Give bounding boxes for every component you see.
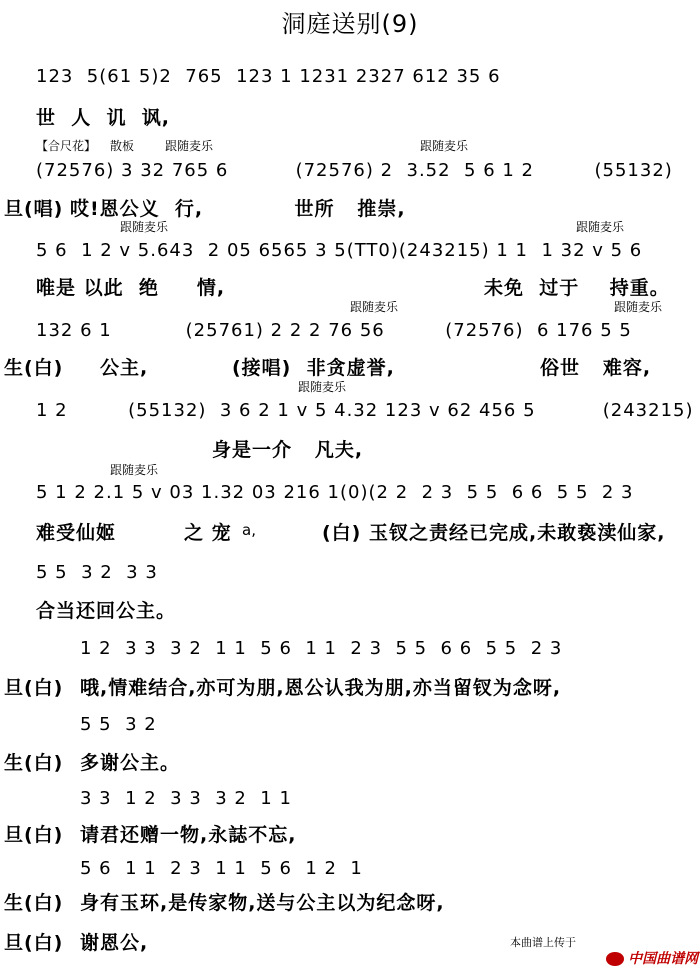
instruction-label: 跟随麦乐: [614, 300, 663, 314]
lyric-row-3: 唯是 以此 绝 情, 未免 过于 持重。: [36, 277, 670, 299]
site-logo-icon: [606, 952, 624, 966]
role-label: 生(白): [4, 752, 64, 774]
lyric-row-6a: 难受仙姬: [36, 522, 117, 544]
notation-row-7: 5 5 3 2 3 3: [36, 562, 158, 583]
notation-row-5: 1 2 (55132) 3 6 2 1 v 5 4.32 123 v 62 456 5 (243215): [36, 400, 694, 421]
notation-row-6: 5 1 2 2.1 5 v 03 1.32 03 216 1(0)(2 2 2 3 5 5 6 6 5 5 2 3: [36, 482, 634, 503]
lyric-row-4a: 公主,: [100, 357, 149, 379]
tempo-label: 散板: [110, 139, 135, 153]
notation-row-2: (72576) 3 32 765 6 (72576) 2 3.52 5 6 1 2 (55132): [36, 160, 673, 181]
role-label: 生(白): [4, 892, 64, 914]
notation-row-10: 3 3 1 2 3 3 3 2 1 1: [80, 788, 292, 809]
lyric-row-1: 世 人 讥 讽,: [36, 107, 170, 129]
lyric-row-4c: 俗世 难容,: [540, 357, 652, 379]
lyric-row-6c: a,: [242, 521, 256, 539]
lyric-row-7: 合当还回公主。: [36, 600, 177, 622]
lyric-row-2: 哎!恩公义 行, 世所 推崇,: [70, 198, 406, 220]
role-label: 旦(白): [4, 824, 64, 846]
notation-row-11: 5 6 1 1 2 3 1 1 5 6 1 2 1: [80, 858, 363, 879]
lyric-row-8: 哦,情难结合,亦可为朋,恩公认我为朋,亦当留钗为念呀,: [80, 677, 562, 699]
notation-row-9: 5 5 3 2: [80, 714, 157, 735]
role-label: 生(白): [4, 357, 64, 379]
qupai-label: 【合尺花】: [36, 139, 97, 153]
lyric-row-6d: (白) 玉钗之责经已完成,未敢亵渎仙家,: [322, 522, 666, 544]
notation-row-4: 132 6 1 (25761) 2 2 2 76 56 (72576) 6 176 5 5: [36, 320, 632, 341]
role-label: 旦(唱): [4, 198, 64, 220]
site-name: 中国曲谱网: [628, 951, 699, 967]
instruction-label: 跟随麦乐: [165, 139, 214, 153]
instruction-label: 跟随麦乐: [576, 220, 625, 234]
lyric-row-5: 身是一介 凡夫,: [212, 439, 364, 461]
role-label: 旦(白): [4, 677, 64, 699]
lyric-row-10: 请君还赠一物,永誌不忘,: [80, 824, 297, 846]
site-logo: [596, 929, 698, 968]
instruction-label: 跟随麦乐: [110, 463, 159, 477]
lyric-row-9: 多谢公主。: [80, 752, 181, 774]
page-title: 洞庭送别(9): [281, 10, 419, 38]
instruction-label: 跟随麦乐: [420, 139, 469, 153]
notation-row-1: 123 5(61 5)2 765 123 1 1231 2327 612 35 6: [36, 66, 501, 87]
instruction-label: 跟随麦乐: [120, 220, 169, 234]
lyric-row-12: 谢恩公,: [80, 932, 149, 954]
instruction-label: 跟随麦乐: [298, 380, 347, 394]
lyric-row-11: 身有玉环,是传家物,送与公主以为纪念呀,: [80, 892, 445, 914]
notation-row-3: 5 6 1 2 v 5.643 2 05 6565 3 5(TT0)(243215) 1 1 1 32 v 5 6: [36, 240, 643, 261]
notation-row-8: 1 2 3 3 3 2 1 1 5 6 1 1 2 3 5 5 6 6 5 5 2 3: [80, 638, 563, 659]
role-label: 旦(白): [4, 932, 64, 954]
upload-note: 本曲谱上传于: [510, 936, 576, 949]
lyric-row-4b: (接唱) 非贪虚誉,: [232, 357, 395, 379]
lyric-row-6b: 之 宠: [184, 522, 232, 544]
instruction-label: 跟随麦乐: [350, 300, 399, 314]
